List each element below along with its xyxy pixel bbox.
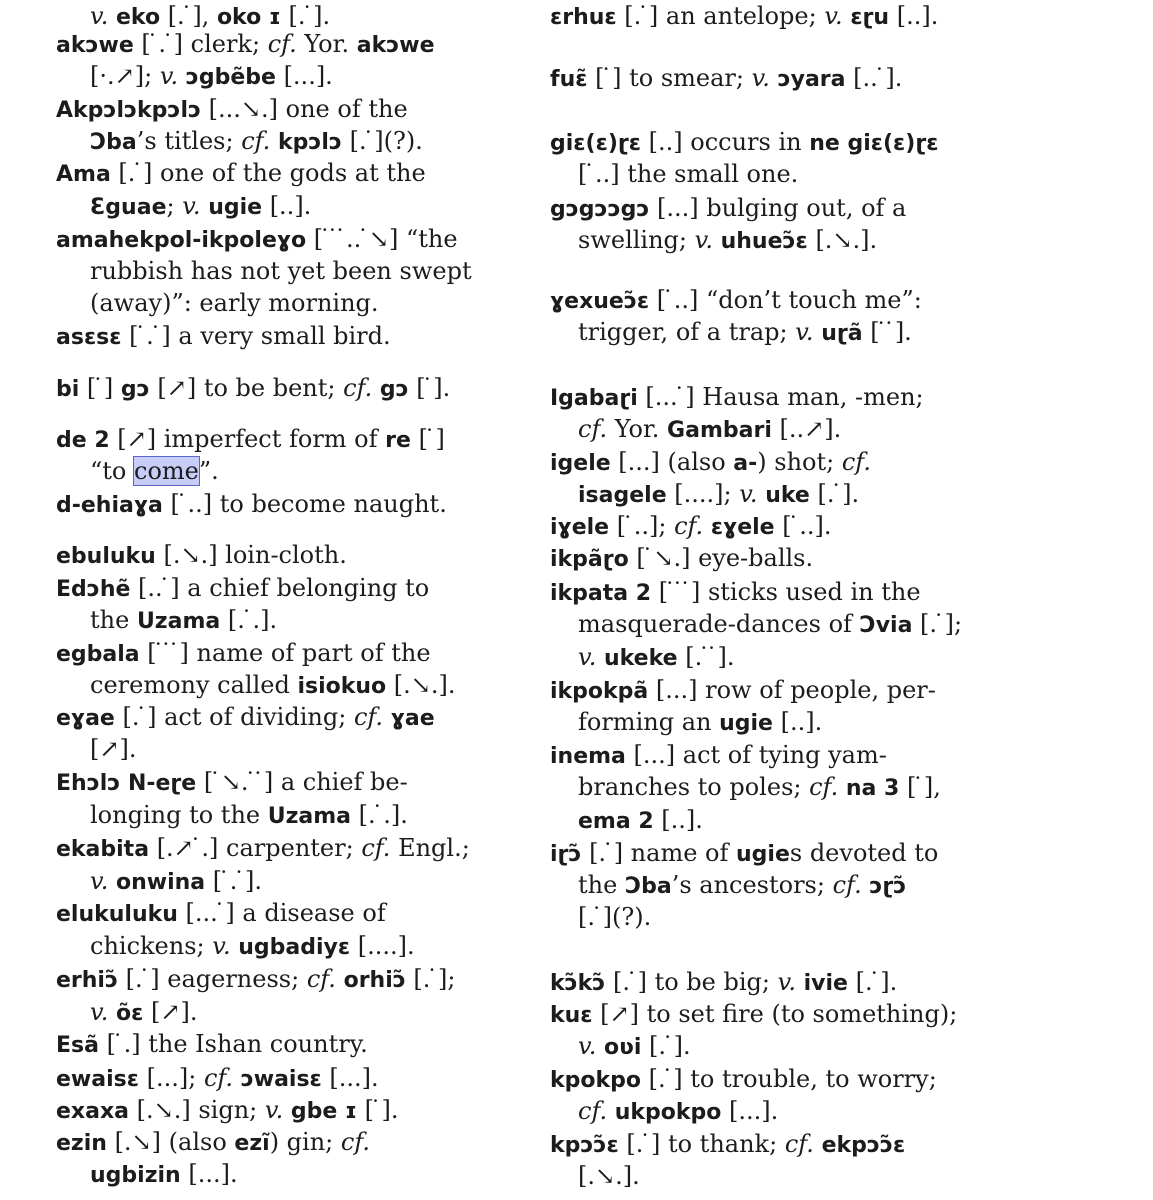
left-line: v. onwina [ ̇. ̇]. [90, 867, 263, 895]
right-line: masquerade-dances of Ɔvia [. ̇]; [578, 610, 963, 638]
right-line: ɣexueɔ̃ɛ [ ̇..] “don’t touch me”: [550, 286, 922, 314]
left-line: chickens; v. ugbadiyɛ [....]. [90, 932, 415, 960]
left-line: Edɔhẽ [.. ̇] a chief belonging to [56, 574, 430, 602]
right-line: swelling; v. uhueɔ̃ɛ [.↘.]. [578, 226, 878, 254]
left-line: egbala [ ̇ ̇ ̇] name of part of the [56, 639, 431, 667]
right-line: [ ̇..] the small one. [578, 160, 799, 188]
left-line: Ɔba’s titles; cf. kpɔlɔ [. ̇](?). [90, 127, 423, 155]
right-line: ikpokpã [...] row of people, per- [550, 676, 936, 704]
left-line: ewaisɛ [...]; cf. ɔwaisɛ [...]. [56, 1064, 379, 1092]
right-line: ikpãɽo [ ̇↘.] eye-balls. [550, 544, 814, 572]
right-line: giɛ(ɛ)ɽɛ [..] occurs in ne giɛ(ɛ)ɽɛ [550, 128, 939, 156]
right-line: [.↘.]. [578, 1162, 640, 1190]
right-line: trigger, of a trap; v. uɽã [ ̇ ̇]. [578, 318, 912, 346]
left-line: Ehɔlɔ N-eɽe [ ̇↘. ̇ ̇] a chief be- [56, 768, 408, 796]
left-line: longing to the Uzama [. ̇.]. [90, 801, 408, 829]
right-line: iɽɔ̃ [. ̇] name of ugies devoted to [550, 839, 939, 867]
selected-word-highlight[interactable]: come [134, 457, 199, 485]
left-line: eɣae [. ̇] act of dividing; cf. ɣae [56, 703, 435, 731]
right-line: v. ukeke [. ̇ ̇]. [578, 643, 735, 671]
right-line: ɛrhuɛ [. ̇] an antelope; v. ɛɽu [..]. [550, 2, 939, 30]
left-line: d-ehiaɣa [ ̇..] to become naught. [56, 490, 447, 518]
right-line: the Ɔba’s ancestors; cf. ɔɽɔ̃ [578, 871, 907, 899]
right-line: kɔ̃kɔ̃ [. ̇] to be big; v. ivie [. ̇]. [550, 968, 898, 996]
left-line: erhiɔ̃ [. ̇] eagerness; cf. orhiɔ̃ [. ̇]; [56, 965, 456, 993]
right-line: kpɔɔ̃ɛ [. ̇] to thank; cf. ekpɔɔ̃ɛ [550, 1130, 906, 1158]
right-line: isagele [....]; v. uke [. ̇]. [578, 480, 860, 508]
left-line: akɔwe [ ̇. ̇] clerk; cf. Yor. akɔwe [56, 30, 435, 58]
right-line: iɣele [ ̇..]; cf. ɛɣele [ ̇..]. [550, 512, 832, 540]
right-line: kuɛ [↗] to set fire (to something); [550, 1000, 958, 1028]
left-line: ugbizin [...]. [90, 1160, 238, 1188]
right-line: inema [...] act of tying yam- [550, 741, 887, 769]
right-line: [. ̇](?). [578, 903, 652, 931]
left-line: Ama [. ̇] one of the gods at the [56, 159, 426, 187]
right-line: v. oʋi [. ̇]. [578, 1032, 691, 1060]
right-line: kpokpo [. ̇] to trouble, to worry; [550, 1065, 937, 1093]
left-line: [↗]. [90, 735, 137, 763]
left-line: ceremony called isiokuo [.↘.]. [90, 671, 456, 699]
right-line: forming an ugie [..]. [578, 708, 823, 736]
right-line: gɔgɔɔgɔ [...] bulging out, of a [550, 194, 907, 222]
left-line: v. eko [. ̇], oko ɪ [. ̇]. [90, 2, 331, 30]
right-line: cf. Yor. Gambari [..↗]. [578, 415, 842, 443]
left-line: rubbish has not yet been swept [90, 257, 472, 285]
left-line: v. õɛ [↗]. [90, 998, 198, 1026]
left-line: Ɛguae; v. ugie [..]. [90, 192, 312, 220]
right-line: igele [...] (also a-) shot; cf. [550, 448, 871, 476]
right-line: branches to poles; cf. na 3 [ ̇], [578, 773, 941, 801]
right-line: fuɛ̃ [ ̇] to smear; v. ɔyara [.. ̇]. [550, 64, 903, 92]
left-line: bi [ ̇] gɔ [↗] to be bent; cf. gɔ [ ̇]. [56, 374, 451, 402]
left-line: amahekpol-ikpoleɣo [ ̇ ̇ ̇.. ̇↘] “the [56, 225, 458, 253]
left-line: the Uzama [. ̇.]. [90, 606, 278, 634]
left-line: exaxa [.↘.] sign; v. gbe ɪ [ ̇]. [56, 1096, 399, 1124]
left-line: ezin [.↘] (also ezĩ) gin; cf. [56, 1128, 370, 1156]
left-line: de 2 [↗] imperfect form of re [ ̇] [56, 425, 445, 453]
left-line: Esã [ ̇.] the Ishan country. [56, 1030, 368, 1058]
left-line: ekabita [.↗ ̇.] carpenter; cf. Engl.; [56, 834, 470, 862]
right-line: Igabaɽi [... ̇] Hausa man, -men; [550, 383, 924, 411]
left-line: “to come”. [90, 457, 219, 485]
right-line: ema 2 [..]. [578, 806, 703, 834]
left-line: [·.↗]; v. ɔgbẽbe [...]. [90, 62, 333, 90]
left-line: asɛsɛ [ ̇. ̇] a very small bird. [56, 322, 391, 350]
right-line: cf. ukpokpo [...]. [578, 1097, 779, 1125]
left-line: (away)”: early morning. [90, 289, 379, 317]
left-line: ebuluku [.↘.] loin-cloth. [56, 541, 347, 569]
left-line: Akpɔlɔkpɔlɔ [...↘.] one of the [56, 95, 408, 123]
right-line: ikpata 2 [ ̇ ̇ ̇] sticks used in the [550, 578, 921, 606]
left-line: elukuluku [... ̇] a disease of [56, 899, 386, 927]
